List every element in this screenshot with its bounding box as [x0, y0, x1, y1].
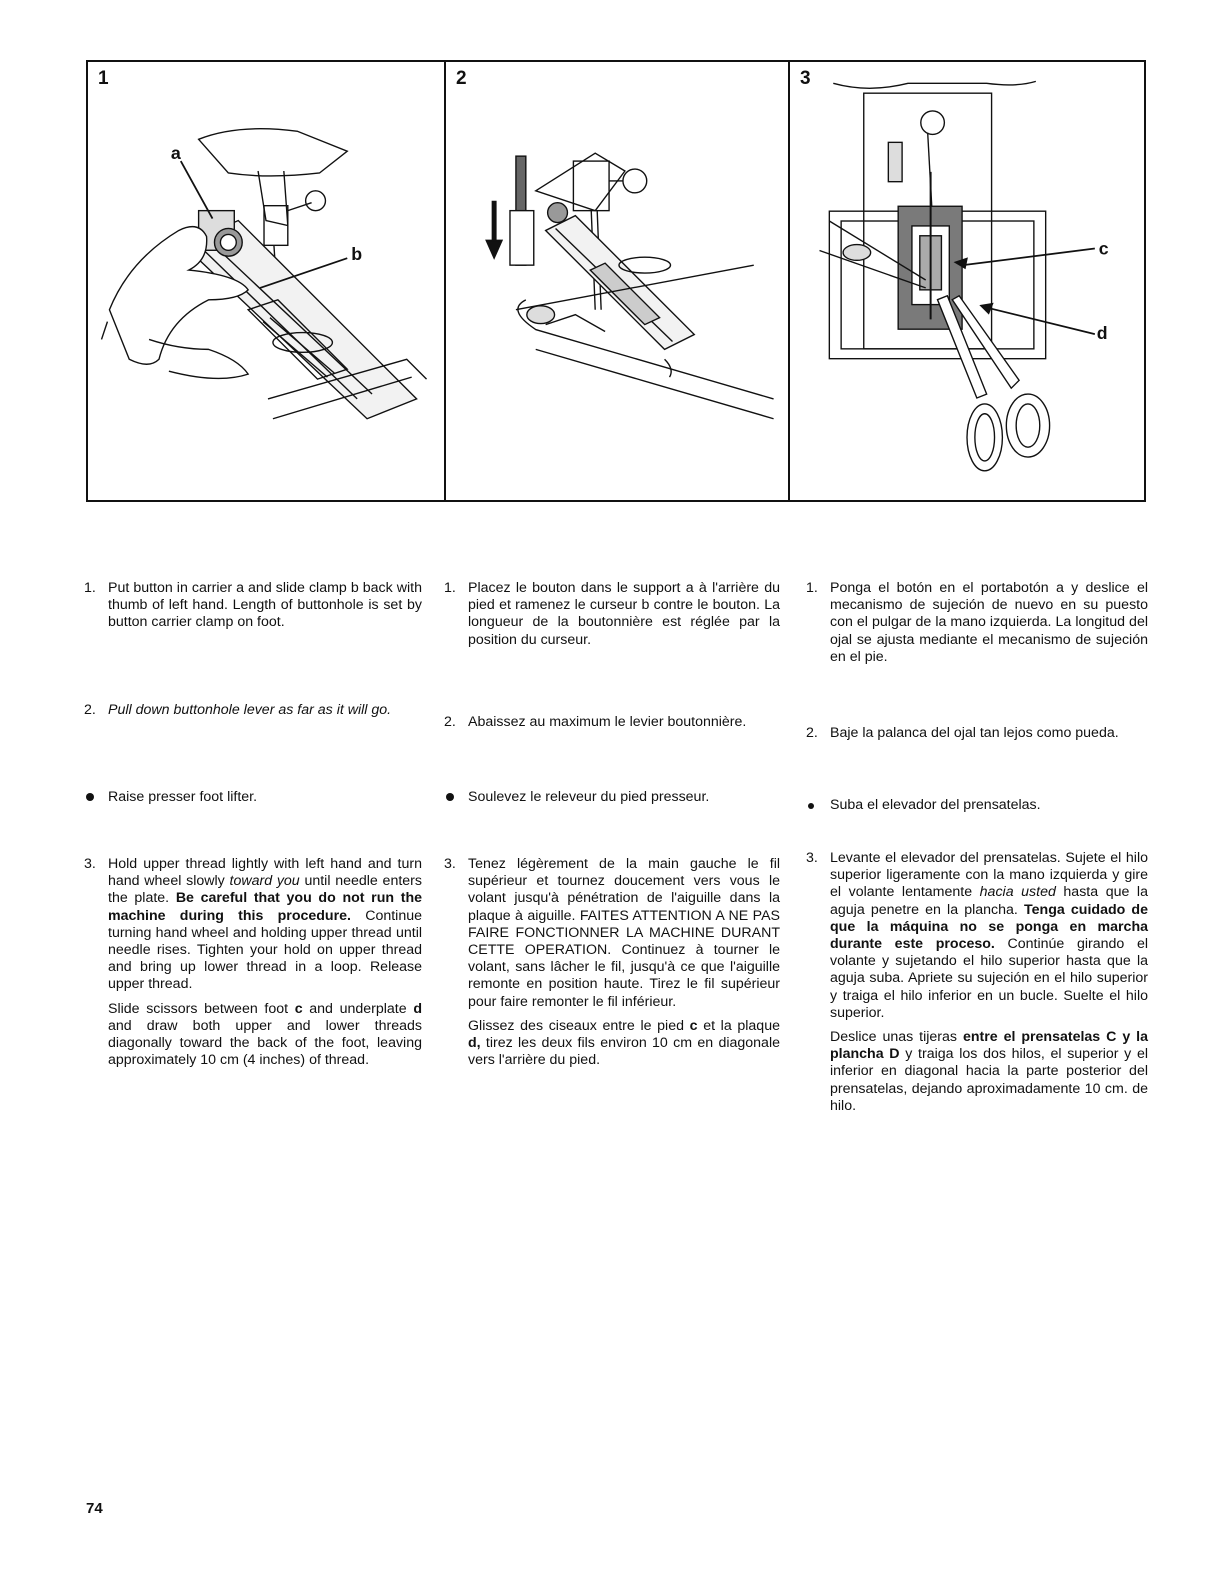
en-step-3-p2-d: d [413, 1000, 422, 1017]
es-bullet [806, 797, 1148, 814]
figure-number-1: 1 [98, 68, 109, 89]
label-b: b [351, 244, 363, 265]
en-step-3-text [108, 856, 422, 1076]
en-step-3-part-c: until needle enters the plate. [108, 873, 422, 907]
es-step-1-number: 1. [806, 580, 818, 596]
es-step-1 [806, 580, 1148, 666]
fr-bullet [444, 789, 780, 806]
figure-number-3: 3 [800, 68, 811, 89]
es-bullet-text: Suba el elevador del prensatelas. [830, 797, 1041, 813]
fr-step-3-number: 3. [444, 856, 456, 872]
fr-step-3-p2-b: et la plaque [703, 1017, 780, 1034]
fr-step-2-text: Abaissez au maximum le levier boutonnière. [468, 714, 747, 730]
es-step-3-part-c: hasta que la aguja penetre en la plancha. [830, 884, 1148, 918]
es-step-3-p2-a: Deslice unas tijeras [830, 1029, 957, 1046]
es-step-2 [806, 725, 1148, 742]
en-bullet [84, 789, 422, 806]
es-step-3-italic: hacia usted [979, 884, 1056, 901]
bullet-icon [444, 789, 468, 806]
en-step-2-text: Pull down buttonhole lever as far as it will go. [108, 702, 392, 718]
en-step-1-text: Put button in carrier a and slide clamp b back with thumb of left hand. Length of buttonhole is set by button carrier clamp on foot. [108, 580, 422, 631]
en-step-1-number: 1. [84, 580, 96, 596]
figure-panel-2 [444, 62, 788, 500]
bullet-icon [84, 789, 108, 806]
en-step-2-number: 2. [84, 702, 96, 718]
figure-strip [86, 60, 1146, 502]
es-step-3-text [830, 850, 1148, 1122]
en-step-1 [84, 580, 422, 632]
es-step-2-text: Baje la palanca del ojal tan lejos como pueda. [830, 725, 1119, 741]
label-d: d [1096, 323, 1108, 344]
label-a: a [170, 143, 181, 164]
bullet-icon [806, 797, 830, 814]
en-step-2 [84, 702, 422, 719]
figure-panel-3 [788, 62, 1144, 500]
en-bullet-text: Raise presser foot lifter. [108, 789, 258, 805]
fr-step-2-number: 2. [444, 714, 456, 730]
fr-step-1-text: Placez le bouton dans le support a à l'arrière du pied et ramenez le curseur b contre le bouton. La longueur de la boutonnière est réglée par la position du curseur. [468, 580, 780, 648]
en-step-3 [84, 856, 422, 1076]
illustration-scissors-threads [790, 62, 1144, 500]
en-step-3-number: 3. [84, 856, 96, 872]
page-number: 74 [86, 1500, 103, 1517]
figure-panel-1 [88, 62, 444, 500]
es-step-3-part-d: Continúe girando el volante y sujetando el hilo superior hasta que la aguja suba. Apriete su sujeción en el hilo superior y traiga el hilo inferior en un bucle. Suelte el hilo superior. [830, 936, 1148, 1021]
es-step-3-p2-e: y traiga los dos hilos, el superior y el inferior en diagonal hacia la parte posterior del prensatelas, dejando aproximadamente 10 cm. de hilo. [830, 1046, 1148, 1114]
en-step-3-warning: Be careful that you do not run the machine during this procedure. [108, 890, 422, 924]
en-step-3-part-a: Hold upper thread lightly with left hand and turn hand wheel slowly [108, 856, 422, 890]
fr-step-3-p2-d: d, [468, 1035, 481, 1052]
illustration-button-carrier [88, 62, 444, 500]
fr-step-3-text [468, 856, 780, 1076]
en-step-3-p2-e: and draw both upper and lower threads diagonally toward the back of the foot, leaving approximately 10 cm (4 inches) of thread. [108, 1017, 422, 1069]
es-step-3-number: 3. [806, 850, 818, 866]
fr-step-3-p2-c: c [689, 1017, 698, 1034]
fr-step-2 [444, 714, 780, 731]
fr-step-3-p1: Tenez légèrement de la main gauche le fil supérieur et tournez doucement vers vous le volant jusqu'à pénétration de l'aiguille dans la plaque à aiguille. FAITES ATTENTION A NE PAS FAIRE FONCTIONNER LA MACHINE DURANT CETTE OPERATION. Continuez à tourner le volant, sans lâcher le fil, jusqu'à ce que l'aiguille remonte en position haute. Tirez le fil supérieur pour faire remonter le fil inférieur. [468, 856, 780, 1010]
fr-step-3-p2-a: Glissez des ciseaux entre le pied [468, 1017, 684, 1034]
illustration-buttonhole-lever [446, 62, 788, 500]
en-step-3-part-d: Continue turning hand wheel and holding upper thread until needle rises. Tighten your hold on upper thread and bring up lower thread in a loop. Release upper thread. [108, 907, 422, 993]
en-step-3-p2-a: Slide scissors between foot [108, 1000, 289, 1017]
fr-step-1-number: 1. [444, 580, 456, 596]
figure-number-2: 2 [456, 68, 467, 89]
es-step-3-part-a: Levante el elevador del prensatelas. Sujete el hilo superior ligeramente con la mano izquierda y gire el volante lentamente [830, 850, 1148, 901]
en-step-3-italic: toward you [229, 873, 300, 890]
es-step-1-text: Ponga el botón en el portabotón a y deslice el mecanismo de sujeción de nuevo en su puesto con el pulgar de la mano izquierda. La longitud del ojal se ajusta mediante el mecanismo de sujeción en el pie. [830, 580, 1148, 665]
fr-step-3-p2-e: tirez les deux fils environ 10 cm en diagonale vers l'arrière du pied. [468, 1035, 780, 1069]
fr-step-1 [444, 580, 780, 649]
label-c: c [1098, 238, 1109, 259]
fr-step-3 [444, 856, 780, 1076]
es-step-3-warning: Tenga cuidado de que la máquina no se ponga en marcha durante este proceso. [830, 901, 1148, 953]
fr-bullet-text: Soulevez le releveur du pied presseur. [468, 789, 710, 805]
es-step-2-number: 2. [806, 725, 818, 741]
en-step-3-p2-c: c [294, 1000, 303, 1017]
es-step-3 [806, 850, 1148, 1122]
en-step-3-p2-b: and underplate [309, 1000, 407, 1017]
es-step-3-p2-bold: entre el prensatelas C y la plancha D [830, 1029, 1148, 1063]
